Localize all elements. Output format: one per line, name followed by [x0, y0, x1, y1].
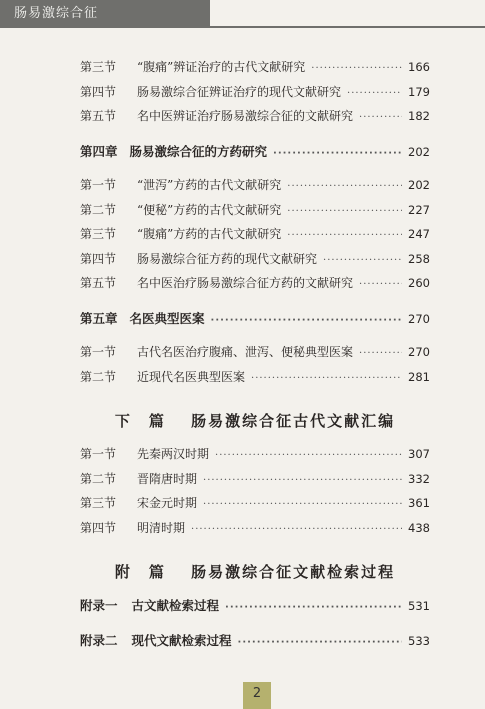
part-heading-appendix	[50, 561, 460, 582]
section-number: 第二节	[80, 202, 117, 217]
toc-entry	[80, 58, 430, 83]
toc-entry	[80, 225, 430, 250]
section-title: 宋金元时期	[137, 496, 198, 510]
section-title: 先秦两汉时期	[137, 447, 210, 461]
leader-dots	[323, 255, 402, 266]
page-ref: 227	[408, 202, 430, 217]
page-ref: 281	[408, 369, 430, 384]
appendix-title: 现代文献检索过程	[131, 632, 232, 648]
leader-dots	[225, 602, 402, 613]
leader-dots	[215, 450, 402, 461]
chapter-number: 第五章	[80, 310, 118, 326]
section-number: 第二节	[80, 471, 117, 486]
toc-entry	[80, 107, 430, 132]
section-title: 肠易激综合征辨证治疗的现代文献研究	[137, 84, 342, 99]
leader-dots	[191, 524, 402, 535]
page-ref: 533	[408, 633, 430, 648]
section-number: 第四节	[80, 251, 117, 266]
section-number: 第三节	[80, 60, 117, 74]
section-number: 第一节	[80, 447, 117, 461]
page-ref: 361	[408, 496, 430, 510]
section-number: 第四节	[80, 520, 117, 535]
leader-dots	[203, 475, 402, 486]
running-header	[0, 0, 210, 28]
section-title: “腹痛”辨证治疗的古代文献研究	[137, 60, 306, 74]
header-rule	[210, 26, 485, 28]
part-title: 肠易激综合征古代文献汇编	[191, 412, 396, 430]
section-title: 近现代名医典型医案	[137, 369, 246, 384]
appendix-title: 古文献检索过程	[131, 598, 220, 613]
section-title: 古代名医治疗腹痛、泄泻、便秘典型医案	[137, 345, 354, 359]
section-number: 第一节	[80, 345, 117, 359]
section-number: 第五节	[80, 276, 117, 290]
leader-dots	[238, 637, 403, 648]
section-title: “泄泻”方药的古代文献研究	[137, 178, 282, 192]
section-number: 第一节	[80, 178, 117, 192]
page-ref: 258	[408, 251, 430, 266]
part-heading-lower	[50, 410, 460, 431]
page-ref: 247	[408, 227, 430, 241]
page-number-badge	[243, 682, 271, 709]
toc-entry	[80, 470, 430, 495]
page-ref: 260	[408, 276, 430, 290]
page-ref: 202	[408, 144, 430, 159]
toc-entry	[80, 368, 430, 393]
section-number: 第三节	[80, 227, 117, 241]
toc-entry	[80, 343, 430, 368]
page-ref: 179	[408, 84, 430, 99]
toc-chapter-4	[80, 142, 430, 167]
section-title: “便秘”方药的古代文献研究	[137, 202, 282, 217]
page-ref: 166	[408, 60, 430, 74]
chapter-number: 第四章	[80, 143, 118, 159]
leader-dots	[359, 279, 402, 290]
part-title: 肠易激综合征文献检索过程	[191, 563, 396, 581]
chapter-title: 名医典型医案	[129, 310, 205, 326]
appendix-number: 附录二	[80, 632, 118, 648]
page-ref: 270	[408, 345, 430, 359]
chapter-title: 肠易激综合征的方药研究	[129, 143, 268, 159]
table-of-contents	[80, 58, 430, 655]
page-ref: 307	[408, 447, 430, 461]
section-title: 晋隋唐时期	[137, 471, 198, 486]
page-ref: 270	[408, 311, 430, 326]
section-title: 名中医辨证治疗肠易激综合征的文献研究	[137, 109, 354, 123]
leader-dots	[359, 348, 402, 359]
section-number: 第四节	[80, 84, 117, 99]
appendix-number: 附录一	[80, 598, 118, 613]
leader-dots	[211, 315, 403, 326]
leader-dots	[287, 230, 402, 241]
section-number: 第三节	[80, 496, 117, 510]
page-ref: 438	[408, 520, 430, 535]
toc-entry	[80, 250, 430, 275]
toc-entry	[80, 519, 430, 544]
leader-dots	[273, 148, 402, 159]
leader-dots	[347, 88, 402, 99]
leader-dots	[287, 181, 402, 192]
section-number: 第二节	[80, 369, 117, 384]
part-label: 下 篇	[114, 412, 166, 430]
leader-dots	[287, 206, 402, 217]
leader-dots	[203, 499, 402, 510]
leader-dots	[359, 112, 402, 123]
section-title: 肠易激综合征方药的现代文献研究	[137, 251, 318, 266]
page-ref: 202	[408, 178, 430, 192]
toc-entry	[80, 494, 430, 519]
page-ref: 182	[408, 109, 430, 123]
toc-entry	[80, 201, 430, 226]
section-title: “腹痛”方药的古代文献研究	[137, 227, 282, 241]
section-number: 第五节	[80, 109, 117, 123]
toc-appendix-entry	[80, 596, 430, 621]
toc-entry	[80, 83, 430, 108]
page-number: 2	[252, 686, 262, 701]
toc-chapter-5	[80, 309, 430, 334]
section-title: 名中医治疗肠易激综合征方药的文献研究	[137, 276, 354, 290]
toc-entry	[80, 445, 430, 470]
page-ref: 332	[408, 471, 430, 486]
leader-dots	[311, 63, 402, 74]
part-label: 附 篇	[114, 563, 166, 581]
header-title: 肠易激综合征	[14, 6, 99, 21]
section-title: 明清时期	[137, 520, 186, 535]
leader-dots	[251, 373, 402, 384]
toc-appendix-entry	[80, 631, 430, 656]
page-ref: 531	[408, 599, 430, 613]
toc-entry	[80, 274, 430, 299]
toc-entry	[80, 176, 430, 201]
